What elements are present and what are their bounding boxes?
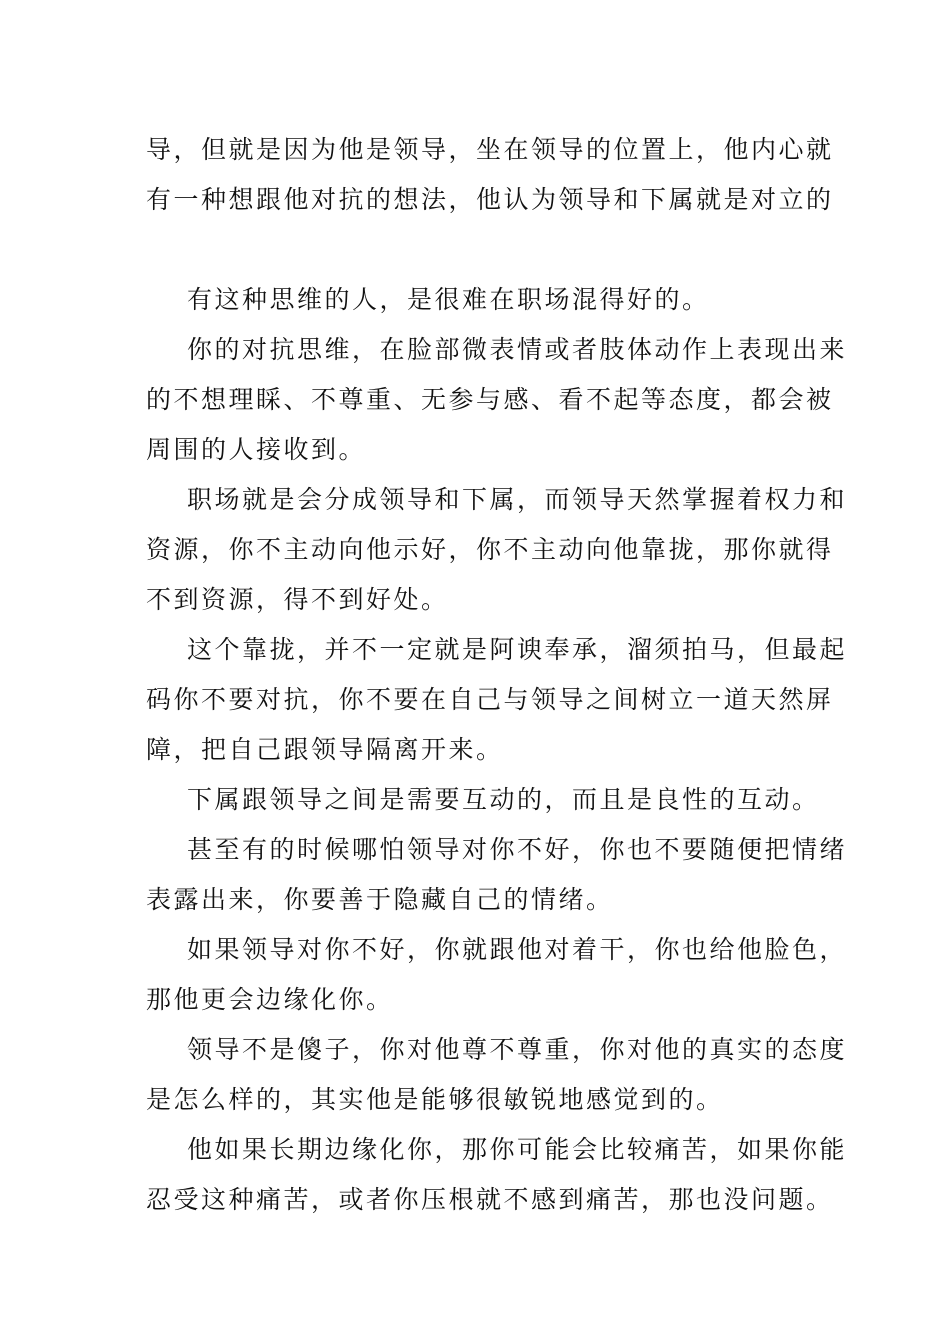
paragraph-first-line: 你的对抗思维，在脸部微表情或者肢体动作上表现出来 (187, 335, 848, 364)
text-line: 表露出来，你要善于隐藏自己的情绪。 (146, 885, 614, 914)
paragraph-first-line: 下属跟领导之间是需要互动的，而且是良性的互动。 (187, 785, 820, 814)
text-line: 码你不要对抗，你不要在自己与领导之间树立一道天然屏 (146, 685, 834, 714)
paragraph-first-line: 领导不是傻子，你对他尊不尊重，你对他的真实的态度 (187, 1035, 848, 1064)
text-line: 资源，你不主动向他示好，你不主动向他靠拢，那你就得 (146, 535, 834, 564)
paragraph-first-line: 如果领导对你不好，你就跟他对着干，你也给他脸色， (187, 935, 848, 964)
text-line: 不到资源，得不到好处。 (146, 585, 449, 614)
text-line: 是怎么样的，其实他是能够很敏锐地感觉到的。 (146, 1085, 724, 1114)
text-line: 那他更会边缘化你。 (146, 985, 394, 1014)
text-line: 导，但就是因为他是领导，坐在领导的位置上，他内心就 (146, 135, 834, 164)
text-line: 有一种想跟他对抗的想法，他认为领导和下属就是对立的 (146, 185, 834, 214)
text-line: 忍受这种痛苦，或者你压根就不感到痛苦，那也没问题。 (146, 1185, 834, 1214)
text-line: 周围的人接收到。 (146, 435, 367, 464)
text-line: 的不想理睬、不尊重、无参与感、看不起等态度，都会被 (146, 385, 834, 414)
paragraph-first-line: 甚至有的时候哪怕领导对你不好，你也不要随便把情绪 (187, 835, 848, 864)
text-line: 障，把自己跟领导隔离开来。 (146, 735, 504, 764)
paragraph-first-line: 职场就是会分成领导和下属，而领导天然掌握着权力和 (187, 485, 848, 514)
paragraph-first-line: 他如果长期边缘化你，那你可能会比较痛苦，如果你能 (187, 1135, 848, 1164)
paragraph-first-line: 有这种思维的人，是很难在职场混得好的。 (187, 285, 710, 314)
paragraph-first-line: 这个靠拢，并不一定就是阿谀奉承，溜须拍马，但最起 (187, 635, 848, 664)
